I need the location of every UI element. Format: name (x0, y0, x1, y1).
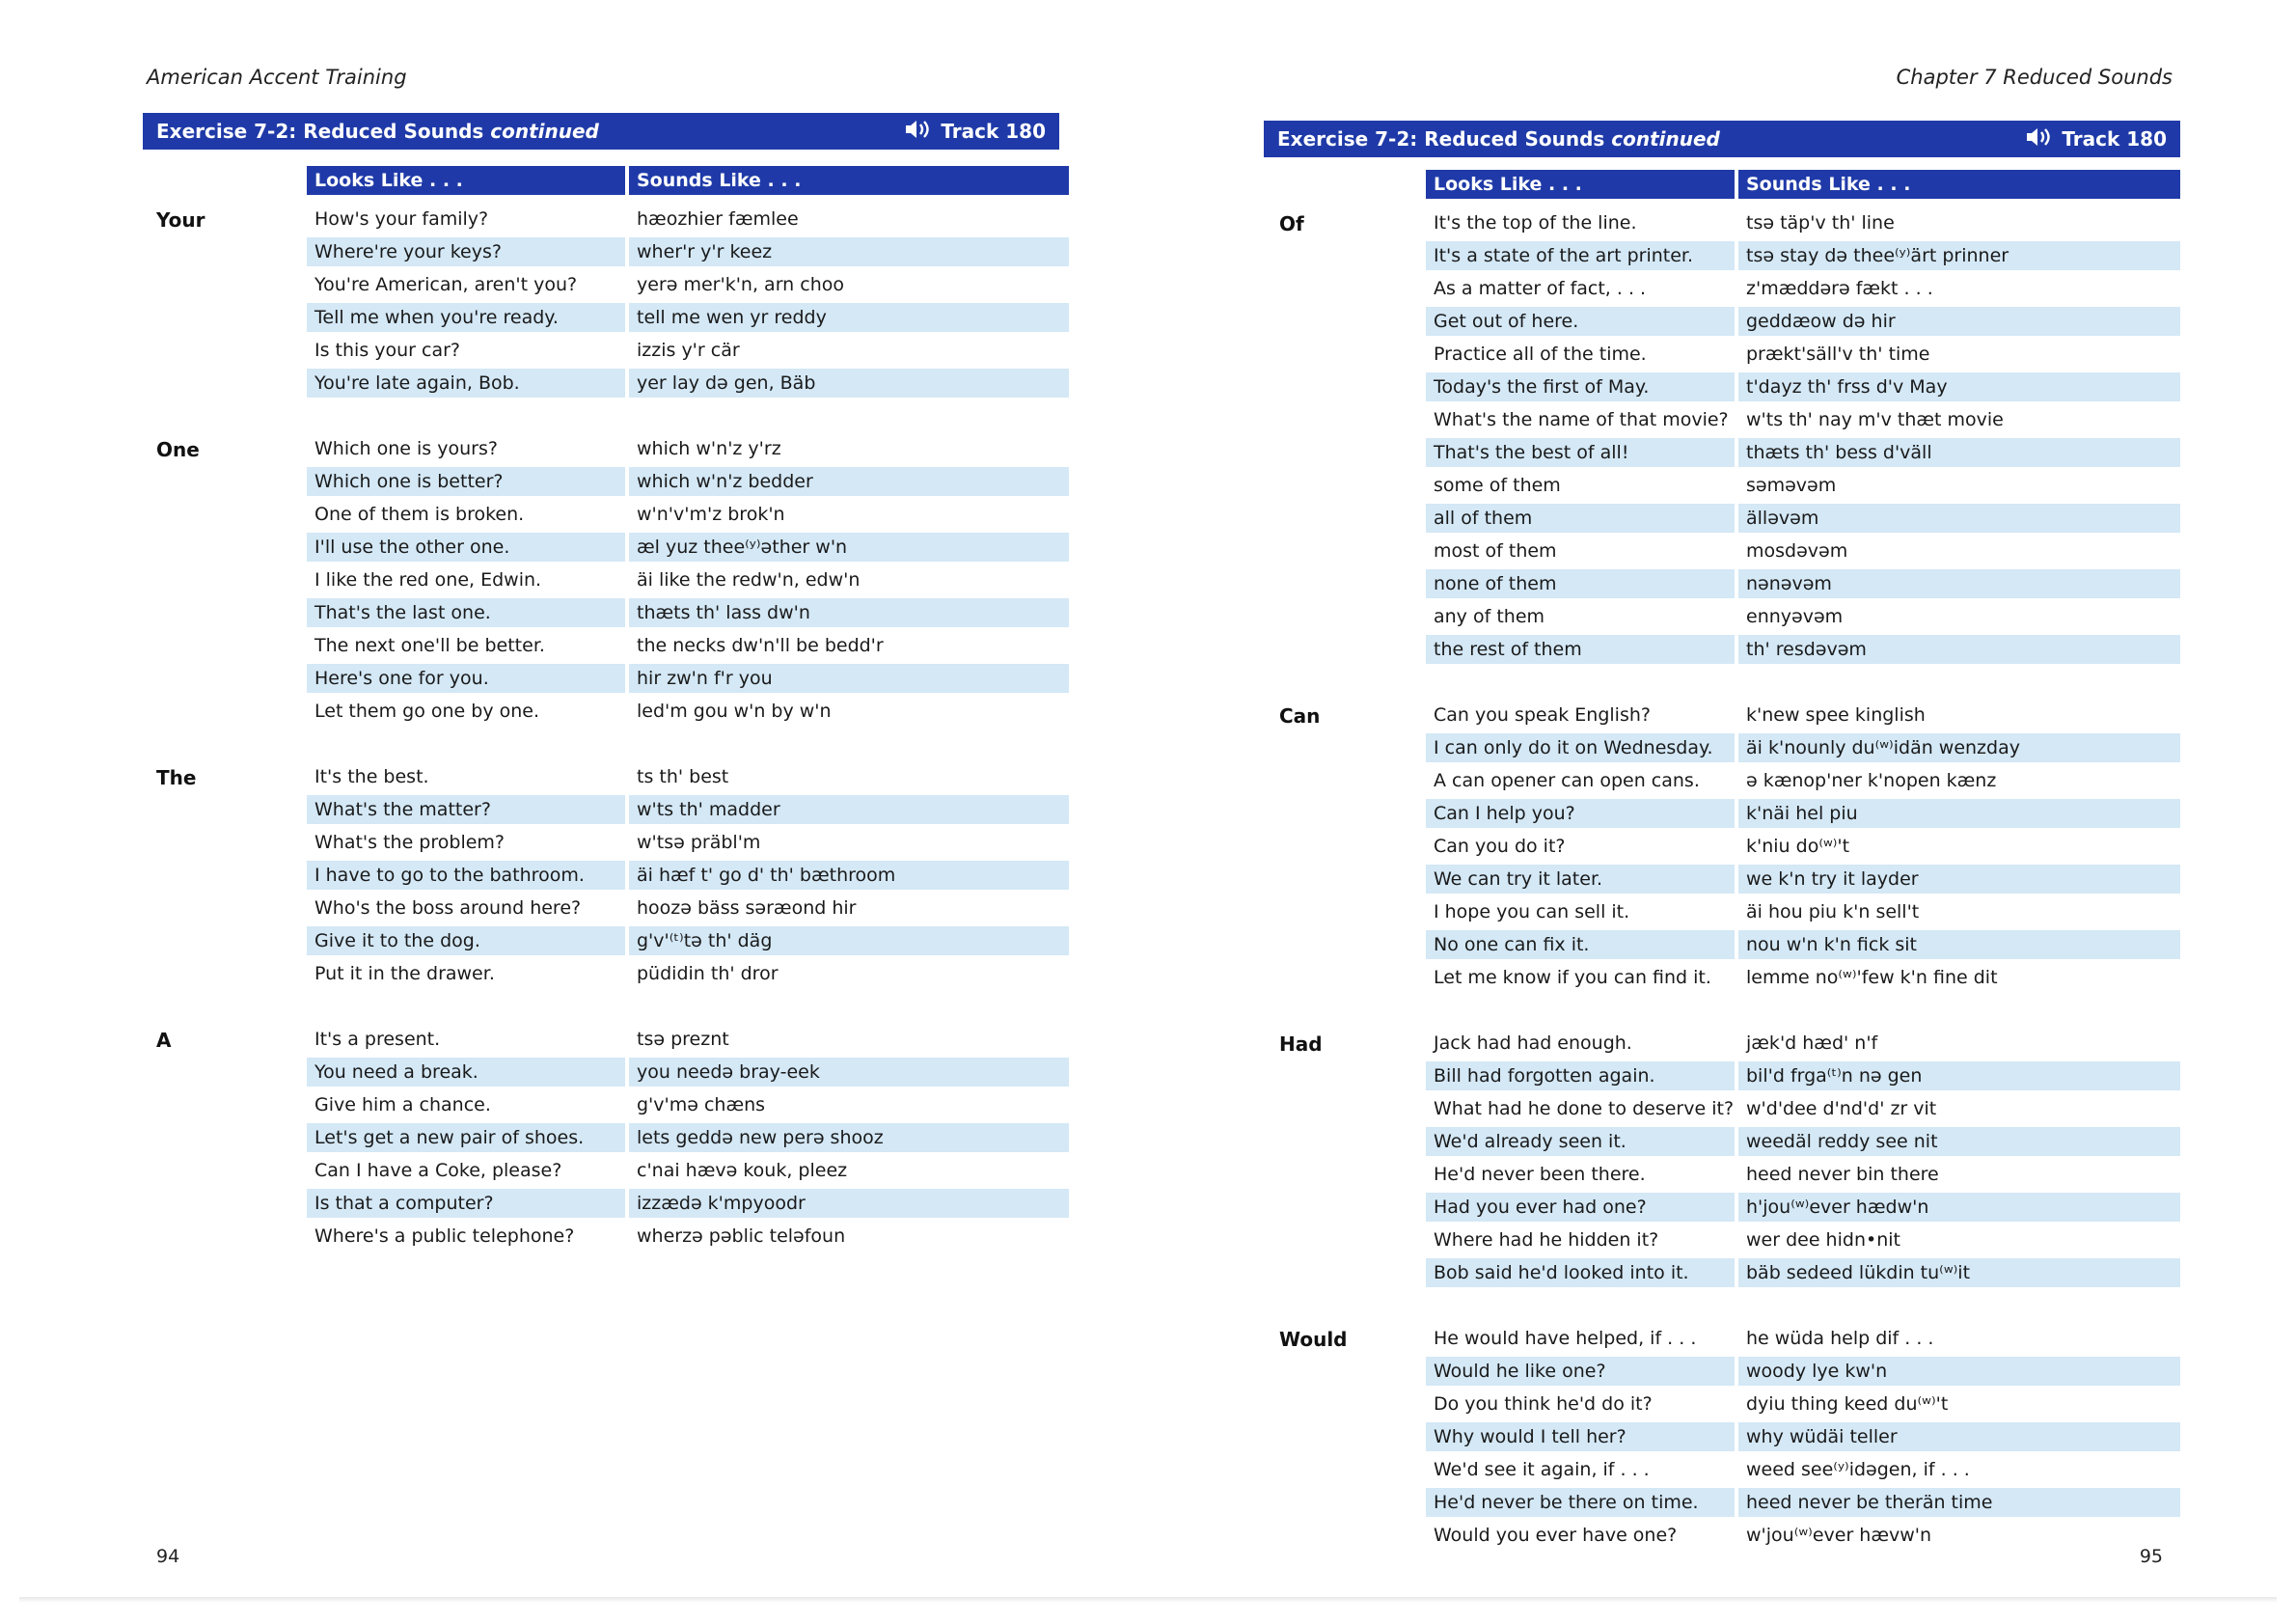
sounds-like-cell: you needə bray-eek (629, 1058, 1069, 1087)
audio-track[interactable] (904, 118, 1046, 146)
looks-like-cell: Can I have a Coke, please? (314, 1160, 562, 1181)
table-row (143, 369, 1069, 398)
speaker-icon (904, 118, 933, 146)
table-row (1264, 1390, 2190, 1418)
sounds-like-cell: which w'n'z bedder (629, 467, 1069, 496)
table-row (1264, 635, 2190, 664)
sounds-like-cell: äi like the redw'n, edw'n (637, 569, 861, 591)
sounds-like-cell: hir zw'n f'r you (629, 664, 1069, 693)
sounds-like-cell: he wüda help dif . . . (1746, 1328, 1934, 1349)
looks-like-cell: Today's the first of May. (1426, 372, 1735, 401)
table-row (1264, 1094, 2190, 1123)
looks-like-cell: We'd already seen it. (1426, 1127, 1735, 1156)
exercise-title: Exercise 7-2: Reduced Sounds continued (1277, 127, 1720, 151)
group-label: Would (1279, 1328, 1348, 1351)
sounds-like-cell: c'nai hævə kouk, pleez (637, 1160, 848, 1181)
sounds-like-cell: w'n'v'm'z brok'n (637, 504, 785, 525)
looks-like-cell: He would have helped, if . . . (1434, 1328, 1697, 1349)
table-row (143, 270, 1069, 299)
table-row (143, 1025, 1069, 1054)
looks-like-cell: Bob said he'd looked into it. (1426, 1258, 1735, 1287)
table-row (1264, 537, 2190, 565)
looks-like-cell: the rest of them (1426, 635, 1735, 664)
group-label: The (156, 766, 197, 789)
sounds-like-cell: lemme no⁽ʷ⁾'few k'n fine dit (1746, 967, 1998, 988)
table-row (143, 598, 1069, 627)
table-row (143, 1090, 1069, 1119)
sounds-like-cell: dyiu thing keed du⁽ʷ⁾'t (1746, 1393, 1949, 1415)
sounds-like-cell: älləvəm (1738, 504, 2180, 533)
group-label: Your (156, 208, 205, 232)
looks-like-cell: all of them (1426, 504, 1735, 533)
looks-like-cell: Give it to the dog. (307, 926, 625, 955)
sounds-like-cell: t'dayz th' frss d'v May (1738, 372, 2180, 401)
sounds-like-cell: bäb sedeed lükdin tu⁽ʷ⁾it (1738, 1258, 2180, 1287)
looks-like-cell: How's your family? (314, 208, 489, 230)
table-row (143, 500, 1069, 529)
group-label: Can (1279, 704, 1321, 728)
column-header-looks-like: Looks Like . . . (1426, 170, 1735, 199)
sounds-like-cell: æl yuz thee⁽ʸ⁾əther w'n (629, 533, 1069, 562)
table-row (1264, 1160, 2190, 1189)
looks-like-cell: Here's one for you. (307, 664, 625, 693)
looks-like-cell: Do you think he'd do it? (1434, 1393, 1653, 1415)
looks-like-cell: Who's the boss around here? (314, 897, 582, 919)
table-row (1264, 372, 2190, 401)
table-row (1264, 1324, 2190, 1353)
looks-like-cell: We can try it later. (1426, 865, 1735, 894)
sounds-like-cell: yerə mer'k'n, arn choo (637, 274, 844, 295)
exercise-title: Exercise 7-2: Reduced Sounds continued (156, 120, 599, 143)
looks-like-cell: No one can fix it. (1426, 930, 1735, 959)
looks-like-cell: I have to go to the bathroom. (307, 861, 625, 890)
table-row (143, 664, 1069, 693)
sounds-like-cell: tsə stay də thee⁽ʸ⁾ärt prinner (1738, 241, 2180, 270)
looks-like-cell: You're late again, Bob. (307, 369, 625, 398)
speaker-icon (2025, 125, 2054, 153)
sounds-like-cell: izzædə k'mpyoodr (629, 1189, 1069, 1218)
table-row (143, 1123, 1069, 1152)
table-row (1264, 602, 2190, 631)
table-row (1264, 1357, 2190, 1386)
looks-like-cell: That's the best of all! (1426, 438, 1735, 467)
table-row (1264, 1193, 2190, 1222)
sounds-like-cell: weedäl reddy see nit (1738, 1127, 2180, 1156)
column-header-sounds-like: Sounds Like . . . (629, 166, 1069, 195)
sounds-like-cell: äi k'nounly du⁽ʷ⁾idän wenzday (1738, 733, 2180, 762)
sounds-like-cell: th' resdəvəm (1738, 635, 2180, 664)
sounds-like-cell: wher'r y'r keez (629, 237, 1069, 266)
table-row (1264, 799, 2190, 828)
sounds-like-cell: wherzə pəblic teləfoun (637, 1225, 846, 1247)
sounds-like-cell: the necks dw'n'll be bedd'r (637, 635, 884, 656)
sounds-like-cell: why wüdäi teller (1738, 1422, 2180, 1451)
table-row (1264, 1225, 2190, 1254)
table-row (1264, 340, 2190, 369)
table-row (143, 861, 1069, 890)
sounds-like-cell: w'ts th' madder (629, 795, 1069, 824)
sounds-like-cell: heed never be therän time (1738, 1488, 2180, 1517)
sounds-like-cell: səməvəm (1746, 475, 1837, 496)
sounds-like-cell: w'ts th' nay m'v thæt movie (1746, 409, 2004, 430)
table-row (1264, 438, 2190, 467)
sounds-like-cell: thæts th' lass dw'n (629, 598, 1069, 627)
table-row (143, 926, 1069, 955)
looks-like-cell: Can you do it? (1434, 836, 1566, 857)
table-row (1264, 897, 2190, 926)
table-row (1264, 1127, 2190, 1156)
looks-like-cell: What's the name of that movie? (1434, 409, 1729, 430)
sounds-like-cell: g'v'mə chæns (637, 1094, 766, 1115)
looks-like-cell: Let them go one by one. (314, 701, 540, 722)
sounds-like-cell: thæts th' bess d'väll (1738, 438, 2180, 467)
looks-like-cell: Practice all of the time. (1434, 344, 1647, 365)
table-row (143, 1222, 1069, 1251)
sounds-like-cell: k'new spee kinglish (1746, 704, 1926, 726)
sounds-like-cell: g'v'⁽ᵗ⁾tə th' däg (629, 926, 1069, 955)
looks-like-cell: Which one is yours? (314, 438, 498, 459)
looks-like-cell: It's the best. (314, 766, 429, 787)
looks-like-cell: As a matter of fact, . . . (1434, 278, 1647, 299)
table-row (1264, 701, 2190, 729)
table-row (143, 205, 1069, 234)
looks-like-cell: The next one'll be better. (314, 635, 545, 656)
group-label: Had (1279, 1032, 1323, 1056)
table-row (143, 565, 1069, 594)
sounds-like-cell: w'jou⁽ʷ⁾ever hævw'n (1746, 1525, 1932, 1546)
page-number: 95 (2139, 1546, 2163, 1567)
looks-like-cell: It's a state of the art printer. (1426, 241, 1735, 270)
sounds-like-cell: izzis y'r cär (637, 340, 740, 361)
right-page (1138, 0, 2296, 1624)
sounds-like-cell: w'tsə präbl'm (637, 832, 761, 853)
sounds-like-cell: nou w'n k'n fick sit (1738, 930, 2180, 959)
looks-like-cell: Where had he hidden it? (1434, 1229, 1659, 1251)
table-row (143, 303, 1069, 332)
table-row (1264, 1455, 2190, 1484)
looks-like-cell: Would he like one? (1426, 1357, 1735, 1386)
table-row (1264, 1488, 2190, 1517)
sounds-like-cell: geddæow də hir (1738, 307, 2180, 336)
table-row (1264, 1061, 2190, 1090)
looks-like-cell: Can you speak English? (1434, 704, 1651, 726)
table-row (143, 795, 1069, 824)
sounds-like-cell: mosdəvəm (1746, 540, 1848, 562)
table-row (143, 828, 1069, 857)
table-row (143, 762, 1069, 791)
looks-like-cell: Can I help you? (1426, 799, 1735, 828)
table-row (1264, 1422, 2190, 1451)
sounds-like-cell: hæozhier fæmlee (637, 208, 799, 230)
table-row (1264, 963, 2190, 992)
group-label: One (156, 438, 200, 461)
sounds-like-cell: w'd'dee d'nd'd' zr vit (1746, 1098, 1937, 1119)
looks-like-cell: I can only do it on Wednesday. (1426, 733, 1735, 762)
sounds-like-cell: jæk'd hæd' n'f (1746, 1032, 1878, 1054)
table-row (1264, 405, 2190, 434)
sounds-like-cell: äi hou piu k'n sell't (1746, 901, 1920, 922)
table-row (143, 237, 1069, 266)
looks-like-cell: Is that a computer? (307, 1189, 625, 1218)
table-row (143, 1058, 1069, 1087)
table-row (143, 336, 1069, 365)
table-row (1264, 208, 2190, 237)
sounds-like-cell: ə kænop'ner k'nopen kænz (1746, 770, 1997, 791)
looks-like-cell: One of them is broken. (314, 504, 525, 525)
sounds-like-cell: wer dee hidn•nit (1746, 1229, 1900, 1251)
table-row (143, 533, 1069, 562)
looks-like-cell: most of them (1434, 540, 1557, 562)
table-row (143, 1156, 1069, 1185)
table-row (143, 894, 1069, 922)
sounds-like-cell: heed never bin there (1746, 1164, 1939, 1185)
looks-like-cell: We'd see it again, if . . . (1434, 1459, 1650, 1480)
sounds-like-cell: lets geddə new perə shooz (629, 1123, 1069, 1152)
sounds-like-cell: äi hæf t' go d' th' bæthroom (629, 861, 1069, 890)
sounds-like-cell: led'm gou w'n by w'n (637, 701, 832, 722)
looks-like-cell: What's the matter? (307, 795, 625, 824)
table-row (1264, 274, 2190, 303)
looks-like-cell: Let's get a new pair of shoes. (307, 1123, 625, 1152)
looks-like-cell: Bill had forgotten again. (1426, 1061, 1735, 1090)
table-row (1264, 865, 2190, 894)
sounds-like-cell: z'mæddərə fækt . . . (1746, 278, 1933, 299)
page-number: 94 (156, 1546, 180, 1567)
table-row (1264, 241, 2190, 270)
sounds-like-cell: tell me wen yr reddy (629, 303, 1069, 332)
looks-like-cell: You're American, aren't you? (314, 274, 578, 295)
sounds-like-cell: yer lay də gen, Bäb (629, 369, 1069, 398)
looks-like-cell: What's the problem? (314, 832, 506, 853)
table-row (1264, 471, 2190, 500)
looks-like-cell: Jack had had enough. (1434, 1032, 1632, 1054)
looks-like-cell: I hope you can sell it. (1434, 901, 1630, 922)
table-row (143, 1189, 1069, 1218)
sounds-like-cell: hoozə bäss səræond hir (637, 897, 857, 919)
table-row (1264, 766, 2190, 795)
looks-like-cell: You need a break. (307, 1058, 625, 1087)
sounds-like-cell: which w'n'z y'rz (637, 438, 781, 459)
sounds-like-cell: ennyəvəm (1746, 606, 1844, 627)
sounds-like-cell: bil'd frga⁽ᵗ⁾n nə gen (1738, 1061, 2180, 1090)
sounds-like-cell: we k'n try it layder (1738, 865, 2180, 894)
track-label: Track 180 (2062, 127, 2167, 151)
exercise-banner (143, 113, 1059, 150)
sounds-like-cell: nənəvəm (1738, 569, 2180, 598)
looks-like-cell: Tell me when you're ready. (307, 303, 625, 332)
looks-like-cell: some of them (1434, 475, 1561, 496)
table-row (143, 467, 1069, 496)
looks-like-cell: Would you ever have one? (1434, 1525, 1678, 1546)
looks-like-cell: I like the red one, Edwin. (314, 569, 542, 591)
group-label: Of (1279, 212, 1304, 235)
looks-like-cell: Let me know if you can find it. (1434, 967, 1711, 988)
looks-like-cell: Get out of here. (1426, 307, 1735, 336)
table-row (143, 697, 1069, 726)
looks-like-cell: Put it in the drawer. (314, 963, 495, 984)
sounds-like-cell: k'näi hel piu (1738, 799, 2180, 828)
track-label: Track 180 (941, 120, 1046, 143)
running-head: American Accent Training (147, 66, 407, 89)
looks-like-cell: It's a present. (314, 1029, 441, 1050)
sounds-like-cell: woody lye kw'n (1738, 1357, 2180, 1386)
left-page (0, 0, 1119, 1624)
table-row (143, 434, 1069, 463)
sounds-like-cell: püdidin th' dror (637, 963, 779, 984)
looks-like-cell: Had you ever had one? (1426, 1193, 1735, 1222)
looks-like-cell: Give him a chance. (314, 1094, 491, 1115)
exercise-banner (1264, 121, 2180, 157)
running-head: Chapter 7 Reduced Sounds (1896, 66, 2173, 89)
sounds-like-cell: tsə preznt (637, 1029, 729, 1050)
table-row (1264, 569, 2190, 598)
sounds-like-cell: k'niu do⁽ʷ⁾'t (1746, 836, 1850, 857)
sounds-like-cell: prækt'säll'v th' time (1746, 344, 1930, 365)
sounds-like-cell: ts th' best (637, 766, 729, 787)
table-row (1264, 1258, 2190, 1287)
table-row (143, 631, 1069, 660)
table-row (1264, 1029, 2190, 1058)
looks-like-cell: Where're your keys? (307, 237, 625, 266)
looks-like-cell: any of them (1434, 606, 1545, 627)
looks-like-cell: He'd never been there. (1434, 1164, 1646, 1185)
table-row (1264, 307, 2190, 336)
sounds-like-cell: weed see⁽ʸ⁾idəgen, if . . . (1746, 1459, 1970, 1480)
table-row (1264, 832, 2190, 861)
table-row (1264, 1521, 2190, 1550)
table-row (1264, 930, 2190, 959)
table-row (1264, 504, 2190, 533)
looks-like-cell: Why would I tell her? (1426, 1422, 1735, 1451)
column-header-sounds-like: Sounds Like . . . (1738, 170, 2180, 199)
audio-track[interactable] (2025, 125, 2167, 153)
sounds-like-cell: tsə täp'v th' line (1746, 212, 1895, 234)
looks-like-cell: That's the last one. (307, 598, 625, 627)
table-row (143, 959, 1069, 988)
looks-like-cell: Which one is better? (307, 467, 625, 496)
looks-like-cell: Where's a public telephone? (314, 1225, 575, 1247)
looks-like-cell: A can opener can open cans. (1434, 770, 1700, 791)
looks-like-cell: Is this your car? (314, 340, 460, 361)
looks-like-cell: What had he done to deserve it? (1434, 1098, 1735, 1119)
looks-like-cell: I'll use the other one. (307, 533, 625, 562)
looks-like-cell: He'd never be there on time. (1426, 1488, 1735, 1517)
looks-like-cell: none of them (1426, 569, 1735, 598)
looks-like-cell: It's the top of the line. (1434, 212, 1637, 234)
table-row (1264, 733, 2190, 762)
group-label: A (156, 1029, 172, 1052)
sounds-like-cell: h'jou⁽ʷ⁾ever hædw'n (1738, 1193, 2180, 1222)
column-header-looks-like: Looks Like . . . (307, 166, 625, 195)
